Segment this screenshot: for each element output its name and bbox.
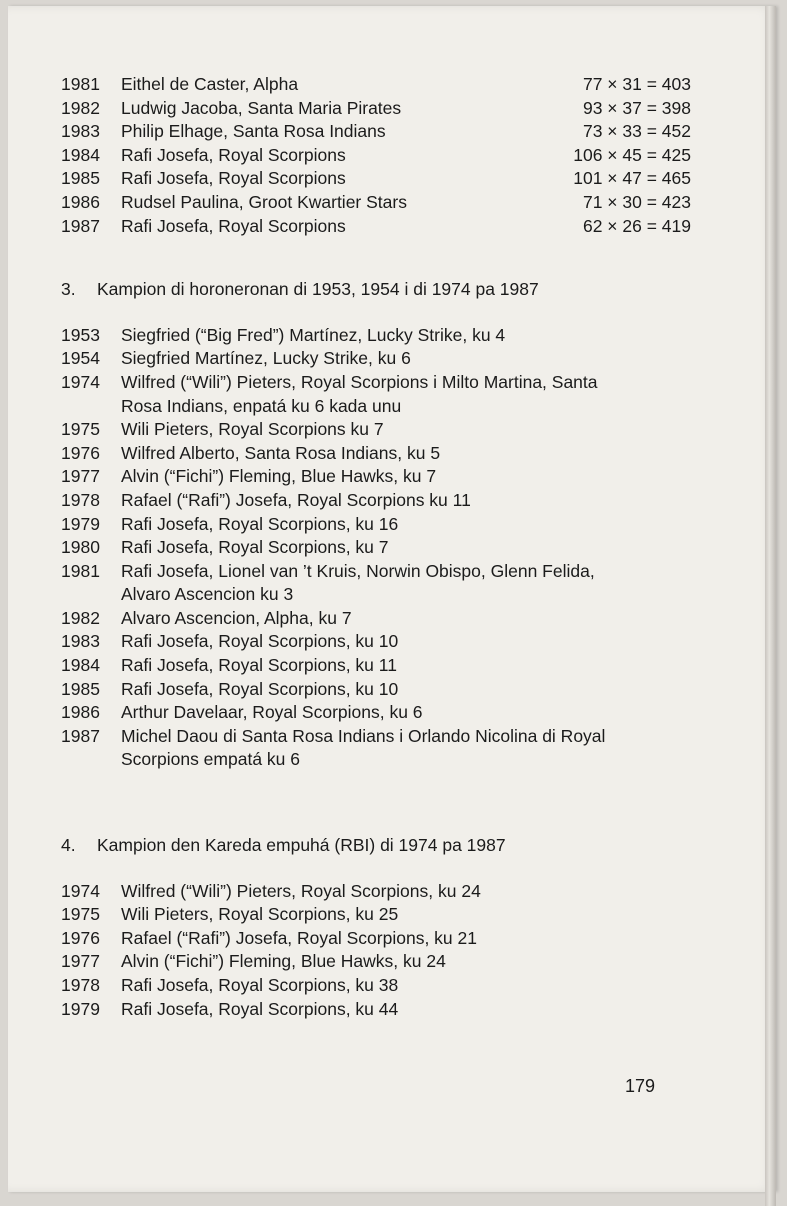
list-item [61, 630, 691, 654]
entry-text [121, 880, 691, 904]
section-title: Kampion di horoneronan di 1953, 1954 i di 1974 pa 1987 [97, 279, 539, 300]
average-calculation: 73 × 33 = 452 [582, 121, 691, 142]
entry-line: Rafael (“Rafi”) Josefa, Royal Scorpions ku 11 [121, 489, 471, 510]
entry-line: Rafi Josefa, Royal Scorpions, ku 10 [121, 631, 399, 652]
list-item [61, 678, 691, 702]
entry-line: Siegfried Martínez, Lucky Strike, ku 6 [121, 348, 411, 369]
list-item [61, 927, 691, 951]
year: 1984 [61, 144, 100, 165]
entry-line: Wilfred (“Wili”) Pieters, Royal Scorpions, ku 24 [121, 880, 481, 901]
page-number: 179 [625, 1076, 656, 1096]
list-item [61, 347, 691, 371]
year: 1985 [61, 678, 100, 699]
year: 1986 [61, 702, 100, 723]
year: 1954 [61, 348, 100, 369]
entry-line: Michel Daou di Santa Rosa Indians i Orlando Nicolina di Royal [121, 725, 606, 746]
list-item [61, 536, 691, 560]
entry-line: Rosa Indians, enpatá ku 6 kada unu [121, 395, 402, 416]
year: 1976 [61, 442, 100, 463]
list-item [61, 442, 691, 466]
entry-text [121, 465, 691, 489]
year: 1987 [61, 725, 100, 746]
entry-text [121, 513, 691, 537]
average-calculation: 71 × 30 = 423 [582, 191, 691, 212]
entry-text [121, 607, 691, 631]
list-item [61, 371, 691, 418]
average-calculation: 106 × 45 = 425 [573, 144, 691, 165]
entry-line: Wili Pieters, Royal Scorpions, ku 25 [121, 904, 399, 925]
year: 1978 [61, 489, 100, 510]
entry-line: Scorpions empatá ku 6 [121, 749, 300, 770]
entry-line: Rafael (“Rafi”) Josefa, Royal Scorpions, ku 21 [121, 927, 477, 948]
average-calculation: 101 × 47 = 465 [573, 168, 691, 189]
year: 1987 [61, 215, 100, 236]
table-row [61, 167, 691, 191]
entry-line: Rafi Josefa, Royal Scorpions, ku 44 [121, 998, 399, 1019]
list-item [61, 654, 691, 678]
average-calculation: 77 × 31 = 403 [582, 74, 691, 94]
year: 1974 [61, 880, 100, 901]
player-team: Eithel de Caster, Alpha [121, 74, 299, 94]
entry-text [121, 654, 691, 678]
player-team: Philip Elhage, Santa Rosa Indians [121, 121, 386, 142]
entry-text [121, 489, 691, 513]
entry-line: Alvin (“Fichi”) Fleming, Blue Hawks, ku 7 [121, 466, 437, 487]
year: 1984 [61, 655, 100, 676]
list-item [61, 903, 691, 927]
list-item [61, 607, 691, 631]
table-row [61, 120, 691, 144]
entry-line: Arthur Davelaar, Royal Scorpions, ku 6 [121, 702, 423, 723]
year: 1980 [61, 537, 100, 558]
entry-line: Wili Pieters, Royal Scorpions ku 7 [121, 419, 384, 440]
section-title: Kampion den Kareda empuhá (RBI) di 1974 pa 1987 [97, 835, 506, 856]
average-calculation: 62 × 26 = 419 [582, 215, 691, 236]
entry-line: Alvaro Ascencion ku 3 [121, 584, 294, 605]
year: 1975 [61, 904, 100, 925]
entry-text [121, 998, 691, 1022]
table-row [61, 191, 691, 215]
list-item [61, 489, 691, 513]
entry-text [121, 630, 691, 654]
entry-line: Rafi Josefa, Royal Scorpions, ku 16 [121, 513, 399, 534]
list-item [61, 701, 691, 725]
year: 1977 [61, 466, 100, 487]
entry-text [121, 903, 691, 927]
entry-text [121, 725, 691, 772]
entry-text [121, 678, 691, 702]
year: 1982 [61, 607, 100, 628]
player-team: Rafi Josefa, Royal Scorpions [121, 144, 346, 165]
year: 1975 [61, 419, 100, 440]
home-run-champions-list [61, 324, 691, 772]
page-edge [765, 6, 776, 1206]
entry-line: Siegfried (“Big Fred”) Martínez, Lucky Strike, ku 4 [121, 324, 506, 345]
entry-text [121, 701, 691, 725]
entry-text [121, 950, 691, 974]
section-number: 3. [61, 279, 76, 300]
player-team: Ludwig Jacoba, Santa Maria Pirates [121, 97, 402, 118]
entry-text [121, 536, 691, 560]
year: 1982 [61, 97, 100, 118]
player-team: Rudsel Paulina, Groot Kwartier Stars [121, 191, 407, 212]
average-calculation: 93 × 37 = 398 [582, 97, 691, 118]
rbi-champions-list [61, 880, 691, 1022]
year: 1979 [61, 998, 100, 1019]
year: 1974 [61, 371, 100, 392]
page-content [61, 73, 691, 1021]
year: 1981 [61, 74, 100, 94]
list-item [61, 880, 691, 904]
table-row [61, 215, 691, 239]
list-item [61, 998, 691, 1022]
entry-line: Rafi Josefa, Lionel van ’t Kruis, Norwin Obispo, Glenn Felida, [121, 560, 595, 581]
list-item [61, 974, 691, 998]
year: 1986 [61, 191, 100, 212]
entry-text [121, 371, 691, 418]
entry-text [121, 927, 691, 951]
entry-text [121, 974, 691, 998]
year: 1978 [61, 975, 100, 995]
entry-text [121, 442, 691, 466]
table-row [61, 144, 691, 168]
year: 1979 [61, 513, 100, 534]
list-item [61, 725, 691, 772]
player-team: Rafi Josefa, Royal Scorpions [121, 215, 346, 236]
section-number: 4. [61, 835, 76, 856]
list-item [61, 560, 691, 607]
entry-line: Rafi Josefa, Royal Scorpions, ku 11 [121, 655, 397, 676]
year: 1983 [61, 121, 100, 142]
batting-average-table [61, 73, 691, 238]
entry-line: Wilfred Alberto, Santa Rosa Indians, ku 5 [121, 442, 441, 463]
player-team: Rafi Josefa, Royal Scorpions [121, 168, 346, 189]
list-item [61, 418, 691, 442]
book-page [8, 6, 776, 1192]
list-item [61, 950, 691, 974]
entry-line: Alvaro Ascencion, Alpha, ku 7 [121, 607, 352, 628]
table-row [61, 73, 691, 97]
year: 1983 [61, 631, 100, 652]
entry-text [121, 324, 691, 348]
entry-text [121, 347, 691, 371]
year: 1953 [61, 324, 100, 345]
table-row [61, 97, 691, 121]
section-heading [61, 834, 691, 858]
year: 1976 [61, 927, 100, 948]
year: 1977 [61, 951, 100, 972]
entry-line: Wilfred (“Wili”) Pieters, Royal Scorpions i Milto Martina, Santa [121, 371, 598, 392]
list-item [61, 465, 691, 489]
entry-line: Alvin (“Fichi”) Fleming, Blue Hawks, ku 24 [121, 951, 446, 972]
entry-line: Rafi Josefa, Royal Scorpions, ku 7 [121, 537, 389, 558]
year: 1981 [61, 560, 100, 581]
section-heading [61, 278, 691, 302]
year: 1985 [61, 168, 100, 189]
entry-line: Rafi Josefa, Royal Scorpions, ku 38 [121, 975, 399, 995]
entry-text [121, 560, 691, 607]
list-item [61, 513, 691, 537]
entry-text [121, 418, 691, 442]
list-item [61, 324, 691, 348]
entry-line: Rafi Josefa, Royal Scorpions, ku 10 [121, 678, 399, 699]
